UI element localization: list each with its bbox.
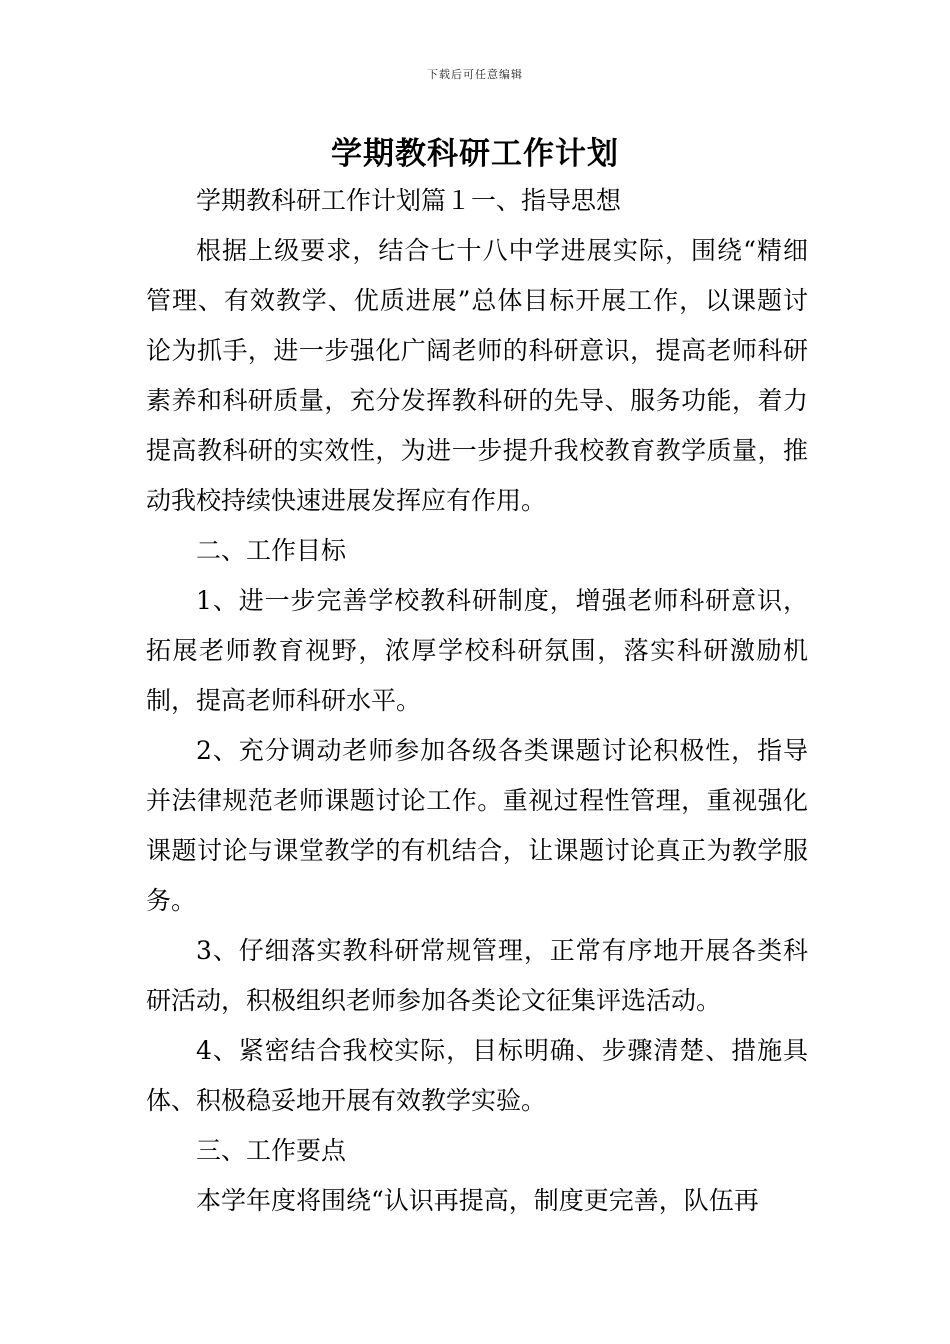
paragraph-key-points-intro: 本学年度将围绕“认识再提高，制度更完善，队伍再	[196, 1186, 759, 1215]
document-body	[146, 176, 808, 1226]
paragraph-guiding-thought: 根据上级要求，结合七十八中学进展实际，围绕“精细管理、有效教学、优质进展”总体目标开展工作，以课题讨论为抓手，进一步强化广阔老师的科研意识，提高老师科研素养和科研质量，充分发挥教科研的先导、服务功能，着力提高教科研的实效性，为进一步提升我校教育教学质量，推动我校持续快速进展发挥应有作用。	[146, 236, 808, 515]
section-heading-key-points: 三、工作要点	[196, 1136, 347, 1165]
header-note: 下载后可任意编辑	[427, 68, 523, 81]
section-heading-goals: 二、工作目标	[196, 536, 347, 565]
paragraph-goal-1: 1、进一步完善学校教科研制度，增强老师科研意识，拓展老师教育视野，浓厚学校科研氛围，落实科研激励机制，提高老师科研水平。	[146, 586, 808, 715]
paragraph-goal-4: 4、紧密结合我校实际，目标明确、步骤清楚、措施具体、积极稳妥地开展有效教学实验。	[146, 1036, 808, 1115]
paragraph-goal-2: 2、充分调动老师参加各级各类课题讨论积极性，指导并法律规范老师课题讨论工作。重视过程性管理，重视强化课题讨论与课堂教学的有机结合，让课题讨论真正为教学服务。	[146, 736, 808, 915]
paragraph-goal-3: 3、仔细落实教科研常规管理，正常有序地开展各类科研活动，积极组织老师参加各类论文征集评选活动。	[146, 936, 808, 1015]
document-title: 学期教科研工作计划	[331, 136, 619, 172]
paragraph-intro-heading: 学期教科研工作计划篇１一、指导思想	[196, 186, 622, 215]
